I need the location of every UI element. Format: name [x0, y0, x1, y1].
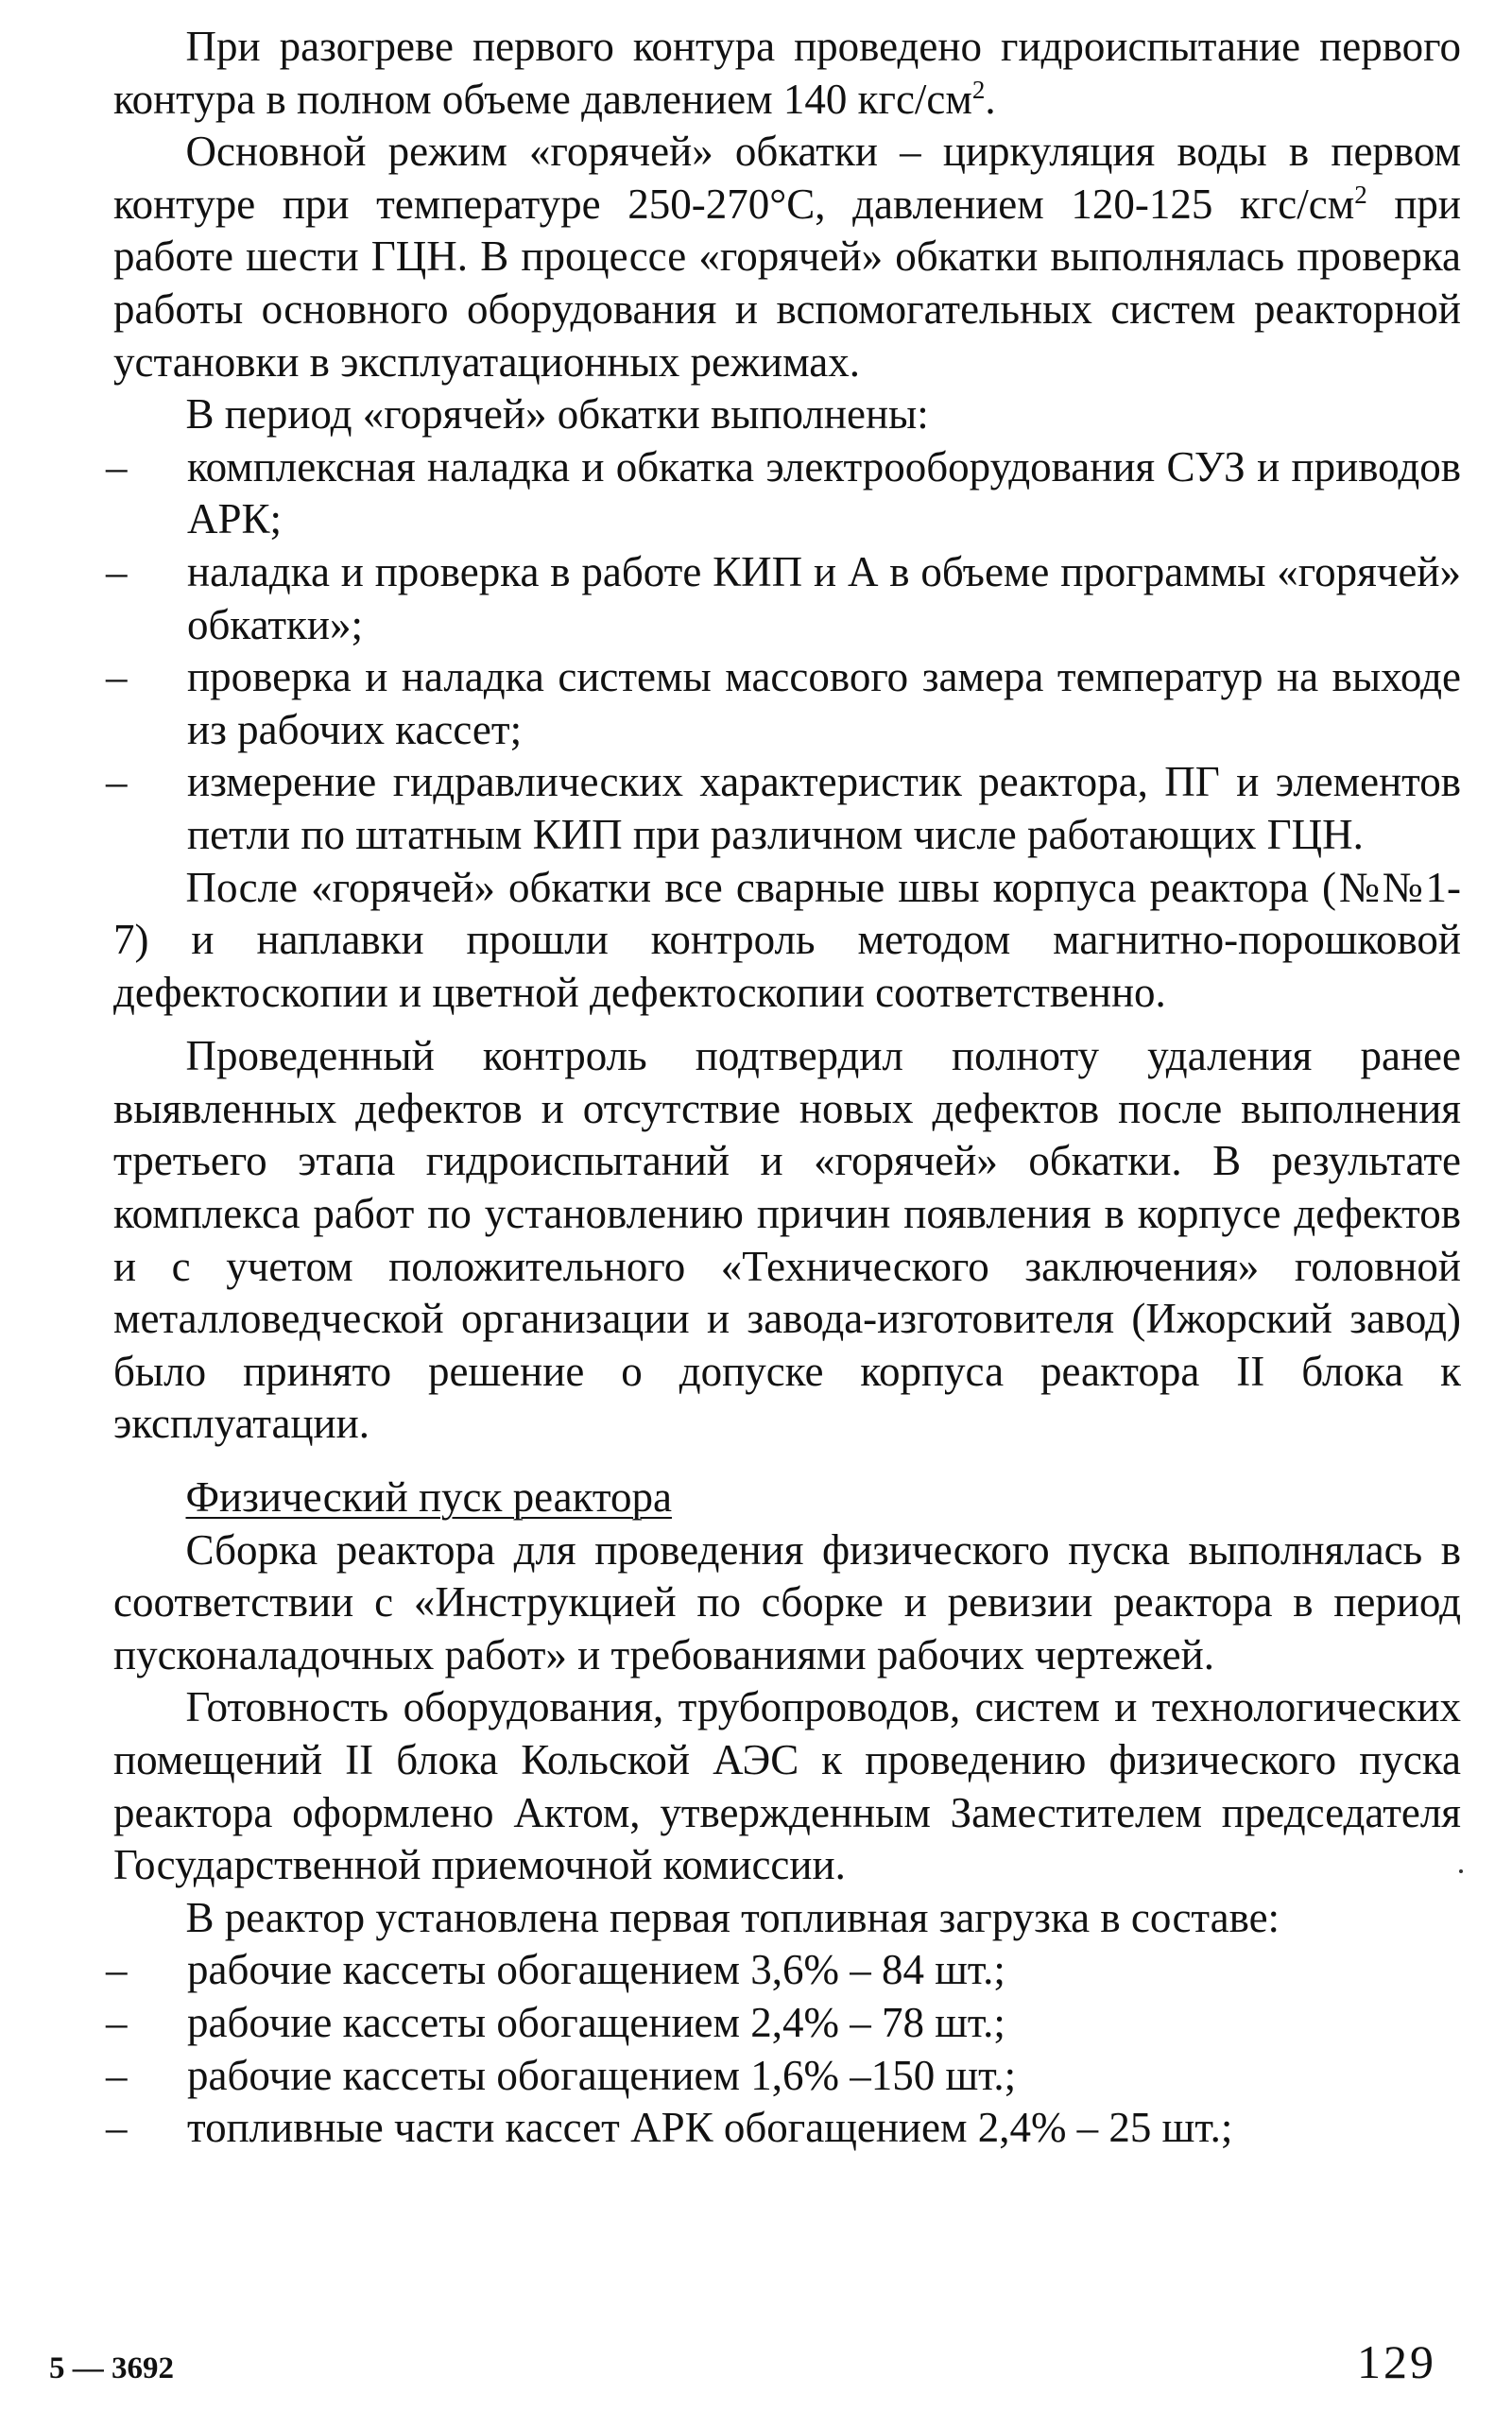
list-item-text: комплексная наладка и обкатка электрооборудования СУЗ и приводов АРК; — [187, 442, 1461, 543]
list-item — [106, 441, 1461, 546]
list-item-text: наладка и проверка в работе КИП и А в объеме программы «горячей» обкатки»; — [187, 547, 1461, 648]
paragraph-2-part-a: Основной режим «горячей» обкатки – циркуляция воды в первом контуре при температуре 250-270°С, давлением 120-125 кгс/см — [113, 128, 1461, 228]
paragraph-7 — [113, 1681, 1461, 1891]
dash-mark: – — [106, 2104, 128, 2152]
page-number: 129 — [1357, 2335, 1436, 2388]
paragraph-2 — [113, 126, 1461, 388]
list-item-text: рабочие кассеты обогащением 1,6% –150 шт.; — [187, 2051, 1017, 2099]
paragraph-1 — [113, 21, 1461, 126]
dash-mark: – — [106, 1946, 128, 1994]
list-item — [106, 546, 1461, 651]
list-2 — [106, 1944, 1461, 2154]
list-item-text: рабочие кассеты обогащением 2,4% – 78 шт.; — [187, 1998, 1005, 2046]
dash-mark: – — [106, 653, 128, 701]
paragraph-8 — [113, 1892, 1461, 1945]
paragraph-1-text — [113, 21, 1461, 126]
paragraph-6-text: Сборка реактора для проведения физического пуска выполнялась в соответствии с «Инструкцией по сборке и ревизии реактора в период пусконаладочных работ» и требованиями рабочих чертежей. — [113, 1525, 1461, 1678]
list-item — [106, 756, 1461, 861]
paragraph-5-text: Проведенный контроль подтвердил полноту удаления ранее выявленных дефектов и отсутствие новых дефектов после выполнения третьего этапа гидроиспытаний и «горячей» обкатки. В результате комплекса работ по установлению причин появления в корпусе дефектов и с учетом положительного «Технического заключения» головной металловедческой организации и завода-изготовителя (Ижорский завод) было принято решение о допуске корпуса реактора II блока к эксплуатации. — [113, 1032, 1461, 1448]
list-1 — [106, 441, 1461, 862]
dash-mark: – — [106, 2051, 128, 2099]
paragraph-2-part-b: при работе шести ГЦН. В процессе «горячей» обкатки выполнялась проверка работы основного оборудования и вспомогательных систем реакторной установки в эксплуатационных режимах. — [113, 180, 1461, 386]
paragraph-3-text: В период «горячей» обкатки выполнены: — [185, 390, 929, 439]
section-heading: Физический пуск реактора — [185, 1473, 672, 1522]
paragraph-8-text: В реактор установлена первая топливная загрузка в составе: — [185, 1893, 1280, 1941]
list-item-text: измерение гидравлических характеристик реактора, ПГ и элементов петли по штатным КИП при различном числе работающих ГЦН. — [187, 758, 1461, 858]
dash-mark: – — [106, 442, 128, 491]
stray-mark — [1459, 1869, 1463, 1873]
list-item — [106, 1997, 1461, 2050]
list-item-text: проверка и наладка системы массового замера температур на выходе из рабочих кассет; — [187, 653, 1461, 753]
paragraph-3 — [113, 388, 1461, 441]
dash-mark: – — [106, 1998, 128, 2046]
list-item — [106, 2102, 1461, 2155]
paragraph-4-text: После «горячей» обкатки все сварные швы корпуса реактора (№№1-7) и наплавки прошли контроль методом магнитно-порошковой дефектоскопии и цветной дефектоскопии соответственно. — [113, 863, 1461, 1016]
list-item-text: топливные части кассет АРК обогащением 2,4% – 25 шт.; — [187, 2104, 1233, 2152]
paragraph-1-end: . — [985, 75, 996, 123]
text-column — [106, 21, 1461, 2155]
paragraph-7-text: Готовность оборудования, трубопроводов, систем и технологических помещений II блока Кольской АЭС к проведению физического пуска реактора оформлено Актом, утвержденным Заместителем председателя Государственной приемочной комиссии. — [113, 1683, 1461, 1889]
superscript-2: 2 — [1354, 180, 1367, 209]
list-item — [106, 2050, 1461, 2103]
dash-mark: – — [106, 547, 128, 595]
list-item — [106, 651, 1461, 756]
paragraph-6 — [113, 1524, 1461, 1682]
paragraph-4 — [113, 862, 1461, 1020]
paragraph-2-text — [113, 126, 1461, 388]
list-item — [106, 1944, 1461, 1997]
paragraph-5 — [113, 1030, 1461, 1451]
dash-mark: – — [106, 758, 128, 806]
list-item-text: рабочие кассеты обогащением 3,6% – 84 шт.; — [187, 1946, 1005, 1994]
paragraph-1-body: При разогреве первого контура проведено гидроиспытание первого контура в полном объеме давлением 140 кгс/см — [113, 23, 1461, 123]
printer-signature: 5 — 3692 — [49, 2351, 174, 2385]
superscript-1: 2 — [971, 75, 986, 104]
